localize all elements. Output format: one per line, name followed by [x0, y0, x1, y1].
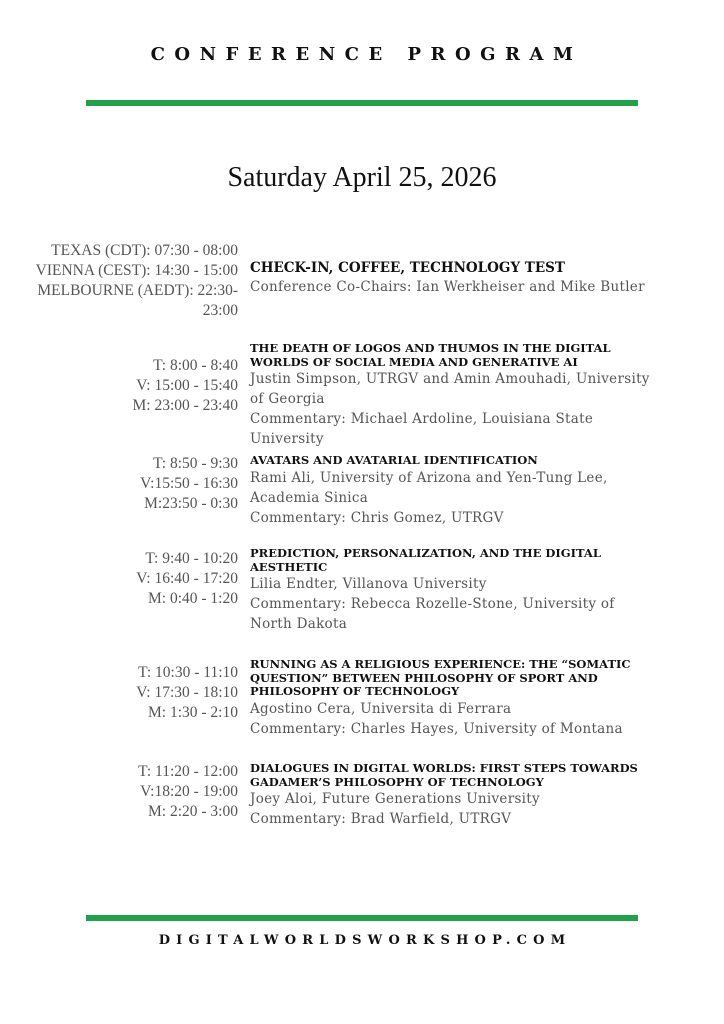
session-line: Agostino Cera, Universita di Ferrara [250, 700, 512, 717]
time-texas: T: 8:00 - 8:40 [153, 357, 238, 374]
session-content [250, 658, 650, 739]
session-line: Commentary: Brad Warfield, UTRGV [250, 811, 512, 827]
session-content [250, 260, 650, 297]
session-title: AVATARS AND AVATARIAL IDENTIFICATION [250, 453, 538, 467]
time-texas: T: 11:20 - 12:00 [138, 763, 238, 780]
time-texas: T: 9:40 - 10:20 [145, 550, 238, 567]
time-texas: TEXAS (CDT): 07:30 - 08:00 [51, 242, 238, 259]
time-vienna: V: 16:40 - 17:20 [136, 570, 238, 587]
time-melbourne: M: 0:40 - 1:20 [148, 590, 238, 607]
session-title: THE DEATH OF LOGOS AND THUMOS IN THE DIGITAL WORLDS OF SOCIAL MEDIA AND GENERATIVE AI [250, 341, 611, 369]
time-melbourne: M: 1:30 - 2:10 [148, 704, 238, 721]
session-times [140, 454, 238, 514]
time-vienna: V:18:20 - 19:00 [140, 783, 238, 800]
session-line: Commentary: Chris Gomez, UTRGV [250, 509, 504, 526]
footer-divider [86, 915, 638, 921]
session-line: Rami Ali, University of Arizona and Yen-Tung Lee, Academia Sinica [250, 469, 608, 506]
session-title: DIALOGUES IN DIGITAL WORLDS: FIRST STEPS TOWARDS GADAMER’S PHILOSOPHY OF TECHNOLOGY [250, 761, 638, 789]
time-texas: T: 10:30 - 11:10 [138, 664, 238, 681]
session-title: PREDICTION, PERSONALIZATION, AND THE DIGITAL AESTHETIC [250, 546, 601, 574]
program-heading: CONFERENCE PROGRAM [150, 44, 583, 65]
session-line: Joey Aloi, Future Generations University [250, 791, 540, 807]
time-vienna: V: 15:00 - 15:40 [136, 377, 238, 394]
session-title: CHECK-IN, COFFEE, TECHNOLOGY TEST [250, 260, 565, 276]
session-line: Commentary: Charles Hayes, University of Montana [250, 720, 623, 737]
session-line: Justin Simpson, UTRGV and Amin Amouhadi, University of Georgia [250, 371, 650, 407]
session-line: Commentary: Michael Ardoline, Louisiana State University [250, 411, 594, 447]
session-content [250, 547, 650, 634]
website-link[interactable]: DIGITALWORLDSWORKSHOP.COM [158, 933, 572, 948]
time-vienna: V: 17:30 - 18:10 [136, 684, 238, 701]
session-line: Commentary: Rebecca Rozelle-Stone, University of North Dakota [250, 596, 615, 632]
time-vienna: VIENNA (CEST): 14:30 - 15:00 [35, 262, 238, 279]
time-vienna: V:15:50 - 16:30 [140, 475, 238, 492]
session-times [18, 241, 238, 321]
header-divider [86, 100, 638, 106]
session-times [136, 663, 238, 723]
time-melbourne: M: 2:20 - 3:00 [148, 803, 238, 820]
session-content [250, 454, 650, 528]
session-line: Conference Co-Chairs: Ian Werkheiser and Mike Butler [250, 279, 645, 295]
session-title: RUNNING AS A RELIGIOUS EXPERIENCE: THE “SOMATIC QUESTION” BETWEEN PHILOSOPHY OF SPORT AND PHILOSOPHY OF TECHNOLOGY [250, 657, 631, 698]
session-times [136, 549, 238, 609]
session-content [250, 762, 650, 829]
session-content [250, 342, 650, 449]
session-line: Lilia Endter, Villanova University [250, 576, 487, 592]
time-melbourne: MELBOURNE (AEDT): 22:30-23:00 [37, 282, 238, 319]
time-melbourne: M: 23:00 - 23:40 [132, 397, 238, 414]
time-texas: T: 8:50 - 9:30 [153, 455, 238, 472]
program-date: Saturday April 25, 2026 [227, 162, 497, 193]
time-melbourne: M:23:50 - 0:30 [144, 495, 238, 512]
session-times [138, 762, 238, 822]
session-times [133, 356, 239, 416]
